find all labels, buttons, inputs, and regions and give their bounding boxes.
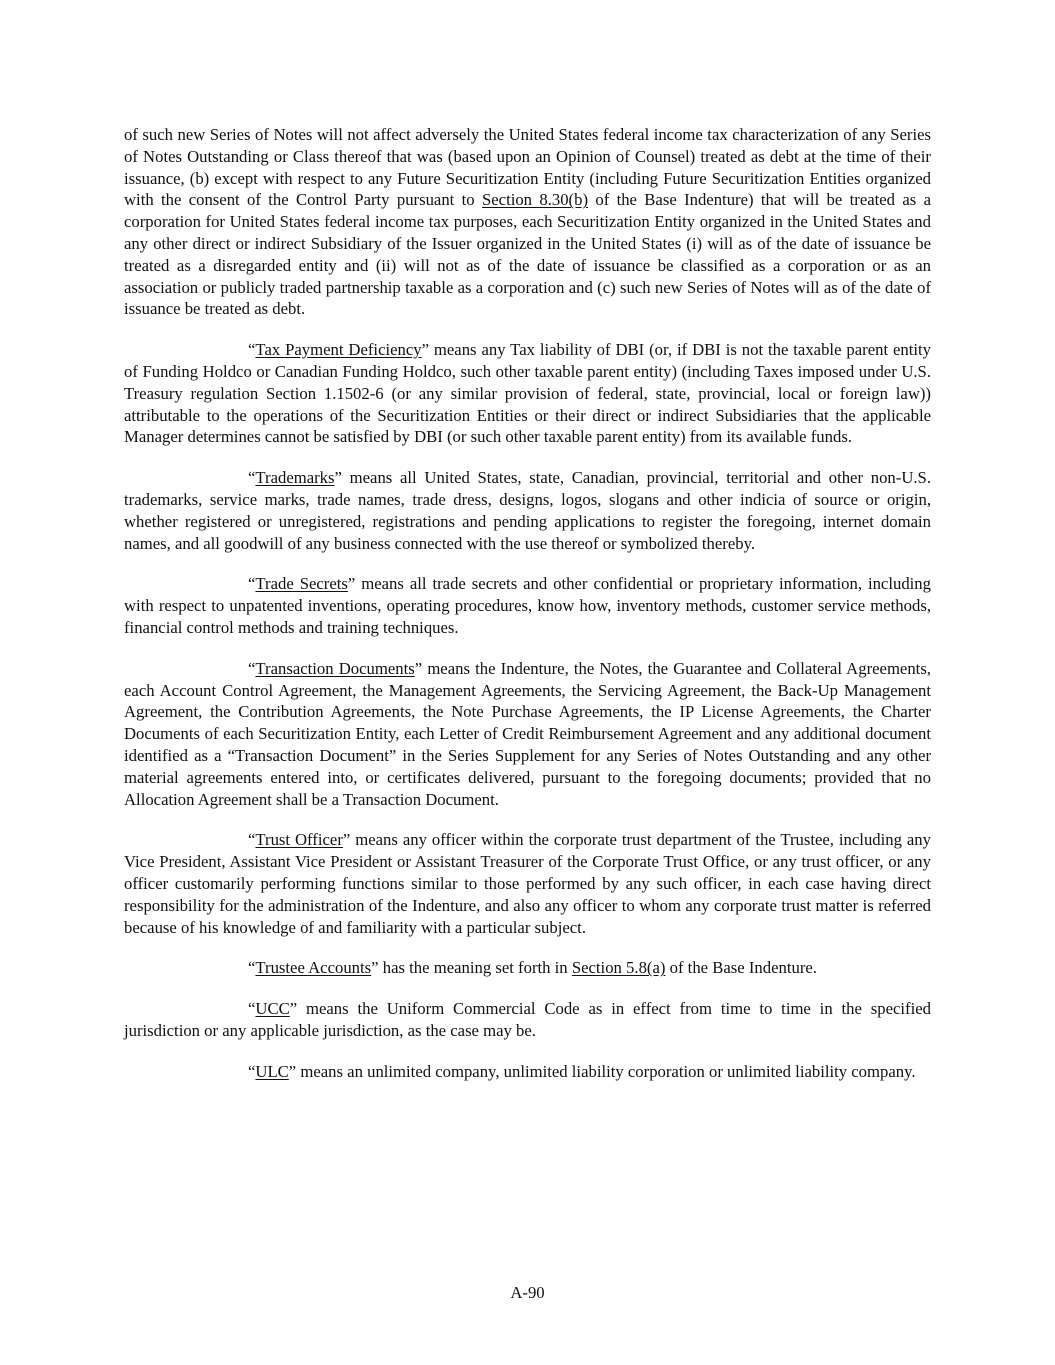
definition-text: ” has the meaning set forth in [371, 958, 572, 978]
definition-text: ” means the Uniform Commercial Code as in effect from time to time in the specified jurisdiction or any applicable jurisdiction, as the case may be. [124, 999, 931, 1040]
definition-ulc [124, 1061, 931, 1083]
open-quote: “ [248, 468, 256, 488]
definition-trustee-accounts [124, 957, 931, 979]
defined-term: Trust Officer [255, 830, 343, 850]
defined-term: Trademarks [255, 468, 335, 488]
defined-term: Transaction Documents [255, 658, 415, 678]
definition-text: ” means an unlimited company, unlimited liability corporation or unlimited liability company. [288, 1061, 916, 1081]
definition-text: ” means any Tax liability of DBI (or, if DBI is not the taxable parent entity of Funding Holdco or Canadian Funding Holdco, such other taxable parent entity) (including Taxes imposed under U.S. Treasury regulation Section 1.1502-6 (or any similar provision of federal, state, provincial, local or foreign law)) attributable to the operations of the Securitization Entities or their direct or indirect Subsidiaries that the applicable Manager determines cannot be satisfied by DBI (or such other taxable parent entity) from its available funds. [124, 340, 931, 447]
section-reference: Section 8.30(b) [481, 190, 589, 210]
definition-tax-payment-deficiency [124, 339, 931, 448]
open-quote: “ [248, 958, 256, 978]
section-reference: Section 5.8(a) [571, 958, 666, 978]
definition-ucc [124, 998, 931, 1042]
definition-text: ” means all United States, state, Canadian, provincial, territorial and other non-U.S. trademarks, service marks, trade names, trade dress, designs, logos, slogans and other indicia of source or origin, whether registered or unregistered, registrations and pending applications to register the foregoing, internet domain names, and all goodwill of any business connected with the use thereof or symbolized thereby. [124, 468, 931, 553]
open-quote: “ [248, 340, 256, 360]
open-quote: “ [248, 1061, 256, 1081]
defined-term: Tax Payment Deficiency [255, 340, 422, 360]
definition-text: ” means all trade secrets and other confidential or proprietary information, including with respect to unpatented inventions, operating procedures, know how, inventory methods, customer service methods, financial control methods and training techniques. [124, 574, 931, 637]
page-number: A-90 [510, 1283, 545, 1302]
defined-term: ULC [255, 1061, 289, 1081]
definition-trust-officer [124, 829, 931, 938]
document-page [124, 124, 931, 1101]
definition-text: ” means any officer within the corporate trust department of the Trustee, including any Vice President, Assistant Vice President or Assistant Treasurer of the Corporate Trust Office, or any trust officer, or any officer customarily performing functions similar to those performed by any such officer, in each case having direct responsibility for the administration of the Indenture, and also any officer to whom any corporate trust matter is referred because of his knowledge of and familiarity with a particular subject. [124, 830, 931, 937]
open-quote: “ [248, 658, 256, 678]
definition-text: of the Base Indenture. [665, 958, 817, 978]
defined-term: UCC [255, 999, 290, 1019]
definition-transaction-documents [124, 658, 931, 811]
defined-term: Trade Secrets [255, 574, 348, 594]
definition-trade-secrets [124, 573, 931, 638]
paragraph-text: of such new Series of Notes will not affect adversely the United States federal income tax characterization of any Series of Notes Outstanding or Class thereof that was (based upon an Opinion of Counsel) treated as debt at the time of their issuance, (b) except with respect to any Future Securitization Entity (including Future Securitization Entities organized with the consent of the Control Party pursuant to [124, 125, 931, 210]
open-quote: “ [248, 574, 256, 594]
defined-term: Trustee Accounts [255, 958, 372, 978]
open-quote: “ [248, 830, 256, 850]
definition-text: ” means the Indenture, the Notes, the Guarantee and Collateral Agreements, each Account Control Agreement, the Management Agreements, the Servicing Agreement, the Back-Up Management Agreement, the Contribution Agreements, the Note Purchase Agreements, the IP License Agreements, the Charter Documents of each Securitization Entity, each Letter of Credit Reimbursement Agreement and any additional document identified as a “Transaction Document” in the Series Supplement for any Series of Notes Outstanding and any other material agreements entered into, or certificates delivered, pursuant to the foregoing documents; provided that no Allocation Agreement shall be a Transaction Document. [124, 658, 931, 809]
open-quote: “ [248, 999, 256, 1019]
definition-trademarks [124, 467, 931, 554]
paragraph-continuation [124, 124, 931, 320]
paragraph-text: of the Base Indenture) that will be treated as a corporation for United States federal income tax purposes, each Securitization Entity organized in the United States and any other direct or indirect Subsidiary of the Issuer organized in the United States (i) will as of the date of issuance be treated as a disregarded entity and (ii) will not as of the date of issuance be classified as a corporation or as an association or publicly traded partnership taxable as a corporation and (c) such new Series of Notes will as of the date of issuance be treated as debt. [124, 190, 931, 319]
